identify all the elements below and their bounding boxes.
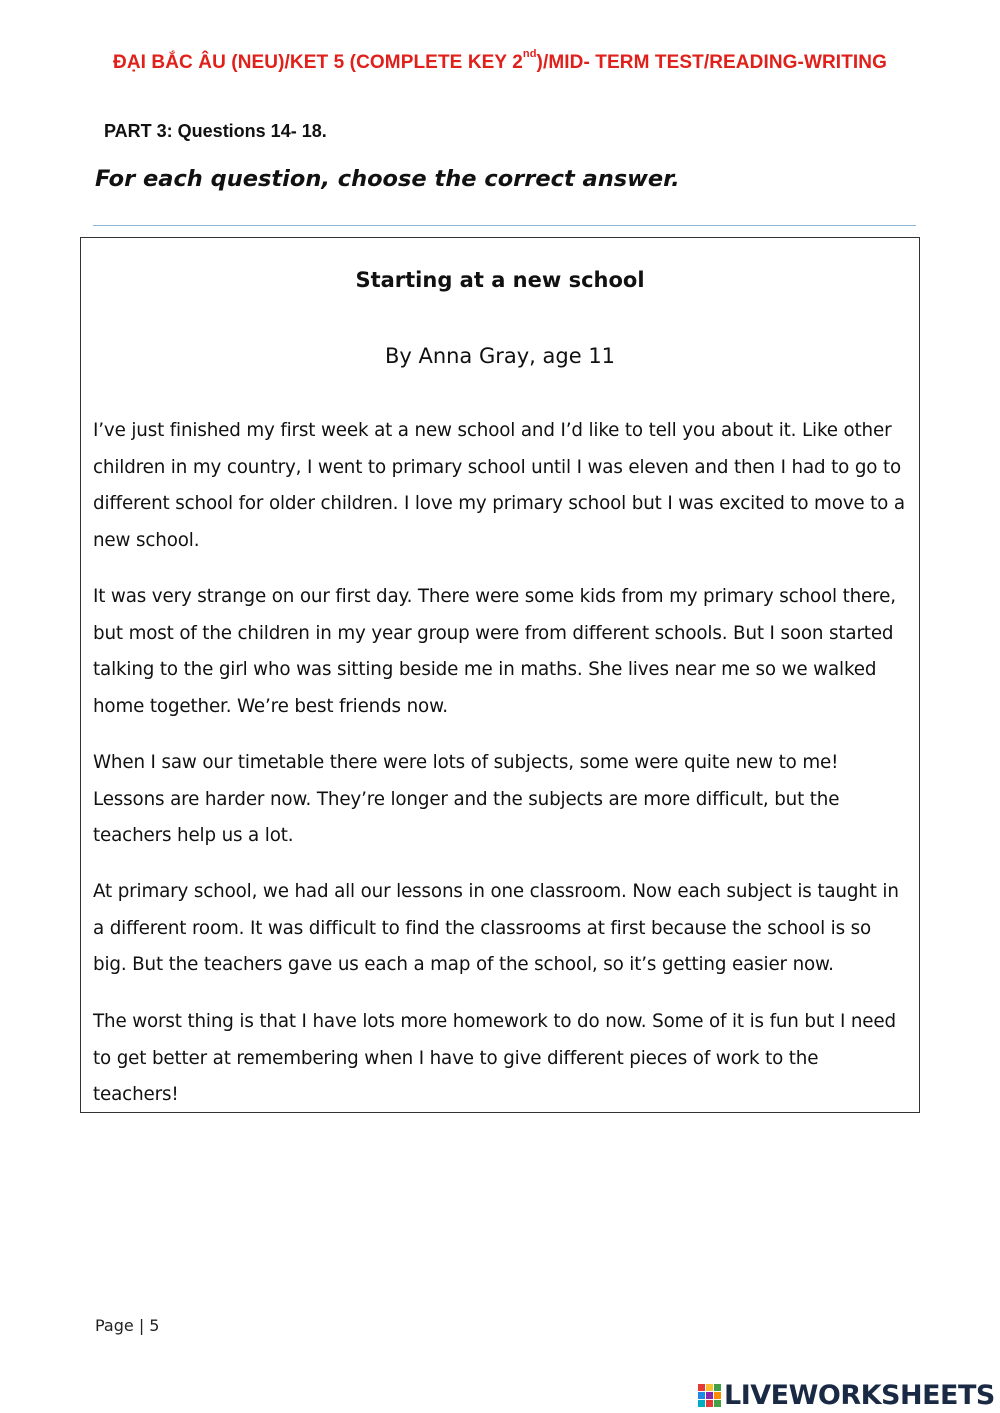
header-superscript: nd: [522, 48, 537, 60]
article-paragraph: At primary school, we had all our lessons in one classroom. Now each subject is taught in a different room. It was difficult to find the classrooms at first because the school is so big. But the teachers gave us each a map of the school, so it’s getting easier now.: [93, 881, 899, 976]
document-header: [0, 48, 1000, 74]
logo-text: LIVEWORKSHEETS: [724, 1379, 995, 1411]
logo-mark-icon: [698, 1384, 721, 1407]
article-paragraph: It was very strange on our first day. There were some kids from my primary school there, but most of the children in my year group were from different schools. But I soon started talking to the girl who was sitting beside me in maths. She lives near me so we walked home together. We’re best friends now.: [93, 586, 896, 717]
article-box: [80, 237, 920, 1113]
article-title: Starting at a new school: [355, 268, 645, 292]
liveworksheets-logo[interactable]: [698, 1378, 995, 1412]
article-paragraph: I’ve just finished my first week at a new school and I’d like to tell you about it. Like other children in my country, I went to primary school until I was eleven and then I had to go to different school for older children. I love my primary school but I was excited to move to a new school.: [93, 420, 905, 551]
header-text: ĐẠI BẮC ÂU (NEU)/KET 5 (COMPLETE KEY 2: [113, 52, 523, 73]
article-paragraph: When I saw our timetable there were lots of subjects, some were quite new to me! Lessons are harder now. They’re longer and the subjects are more difficult, but the teachers help us a lot.: [93, 752, 840, 847]
divider-line: [93, 225, 916, 226]
instruction-text: For each question, choose the correct answer.: [95, 166, 680, 192]
part-title: PART 3: Questions 14- 18.: [104, 121, 327, 141]
article-paragraph: The worst thing is that I have lots more homework to do now. Some of it is fun but I need to get better at remembering when I have to give different pieces of work to the teachers!: [93, 1011, 896, 1106]
page-number: Page | 5: [95, 1316, 160, 1335]
header-text-end: )/MID- TERM TEST/READING-WRITING: [536, 52, 887, 73]
article-byline: By Anna Gray, age 11: [384, 344, 616, 368]
